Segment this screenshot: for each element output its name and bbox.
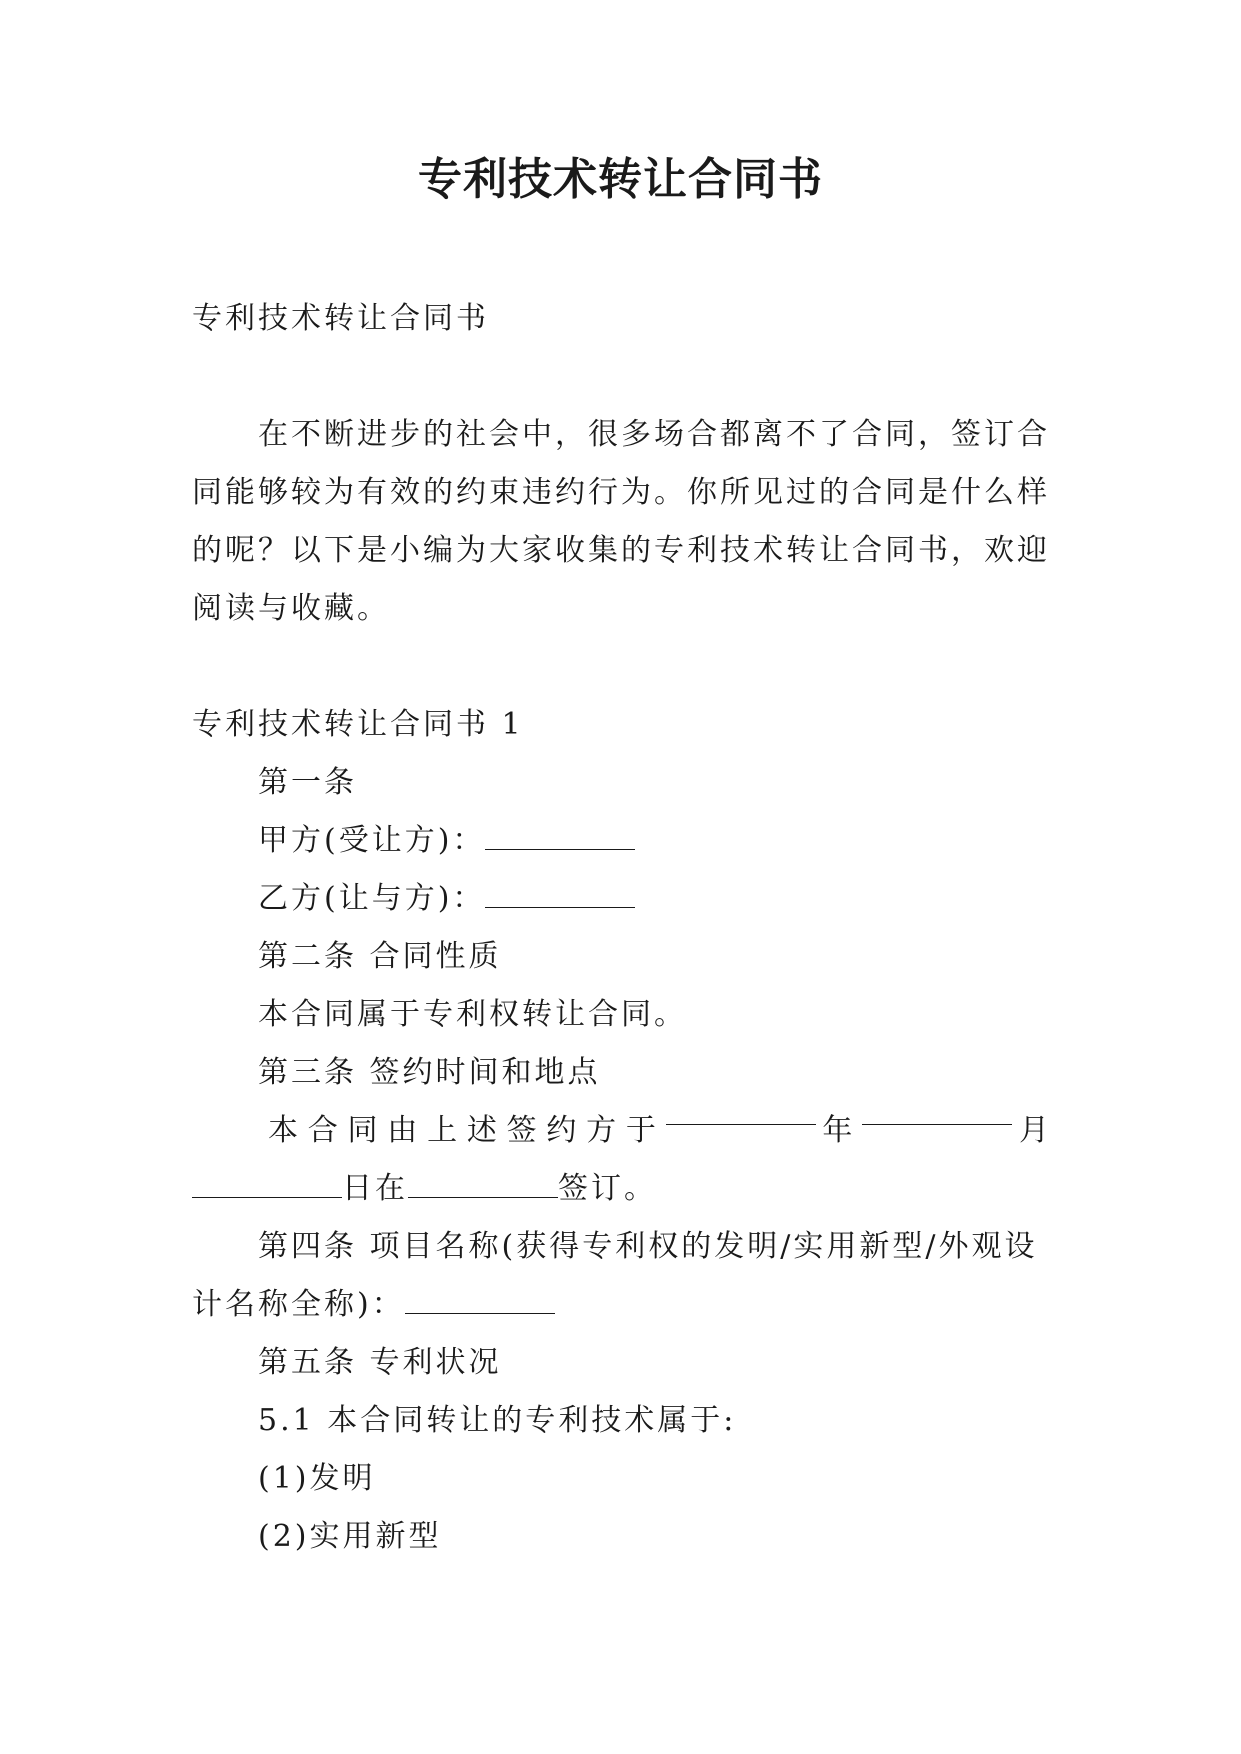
day-label: 日在: [342, 1171, 408, 1206]
party-a-line: [192, 812, 1052, 870]
month-blank[interactable]: [862, 1102, 1012, 1125]
article-1: 第一条: [258, 765, 357, 800]
char: 签: [506, 1113, 540, 1148]
char: 本: [268, 1113, 301, 1148]
article-4-line-2: [192, 1276, 1052, 1334]
char: 同: [347, 1113, 381, 1148]
article-3: 第三条 签约时间和地点: [258, 1055, 601, 1090]
char: 约: [546, 1113, 580, 1148]
project-name-blank[interactable]: [405, 1291, 555, 1314]
day-blank[interactable]: [192, 1175, 342, 1198]
year-blank[interactable]: [666, 1102, 816, 1125]
option-invention: (1)发明: [258, 1461, 376, 1496]
article-2-text: 本合同属于专利权转让合同。: [258, 997, 687, 1032]
subtitle: 专利技术转让合同书: [192, 301, 489, 336]
char: 于: [625, 1113, 659, 1148]
document-title: 专利技术转让合同书: [418, 154, 823, 205]
party-b-line: [192, 870, 1052, 928]
char: 上: [427, 1113, 461, 1148]
party-a-label: 甲方(受让方)：: [258, 823, 486, 858]
place-blank[interactable]: [408, 1175, 558, 1198]
intro-line: 的呢？以下是小编为大家收集的专利技术转让合同书，欢迎: [192, 533, 1050, 568]
month-label: 月: [1018, 1113, 1052, 1148]
section-heading: 专利技术转让合同书 1: [192, 707, 524, 742]
article-4-label: 计名称全称)：: [192, 1287, 405, 1322]
article-3-line-2: [192, 1160, 1052, 1218]
article-2: 第二条 合同性质: [258, 939, 502, 974]
char: 方: [586, 1113, 620, 1148]
article-5: 第五条 专利状况: [258, 1345, 502, 1380]
article-3-line-1: [192, 1102, 1052, 1160]
char: 述: [466, 1113, 500, 1148]
party-a-blank[interactable]: [485, 827, 635, 850]
party-b-label: 乙方(让与方)：: [258, 881, 486, 916]
document-body: [192, 290, 1052, 1566]
article-4-line-1: 第四条 项目名称(获得专利权的发明/实用新型/外观设: [258, 1229, 1038, 1264]
char: 合: [307, 1113, 341, 1148]
option-utility-model: (2)实用新型: [258, 1519, 442, 1554]
char: 由: [387, 1113, 421, 1148]
intro-line: 在不断进步的社会中，很多场合都离不了合同，签订合: [258, 417, 1050, 452]
item-5-1: 5.1 本合同转让的专利技术属于:: [258, 1403, 737, 1438]
signed-label: 签订。: [558, 1171, 657, 1206]
intro-line: 同能够较为有效的约束违约行为。你所见过的合同是什么样: [192, 475, 1050, 510]
party-b-blank[interactable]: [485, 885, 635, 908]
intro-line: 阅读与收藏。: [192, 591, 390, 626]
intro-paragraph: [192, 406, 1052, 638]
year-label: 年: [822, 1113, 856, 1148]
